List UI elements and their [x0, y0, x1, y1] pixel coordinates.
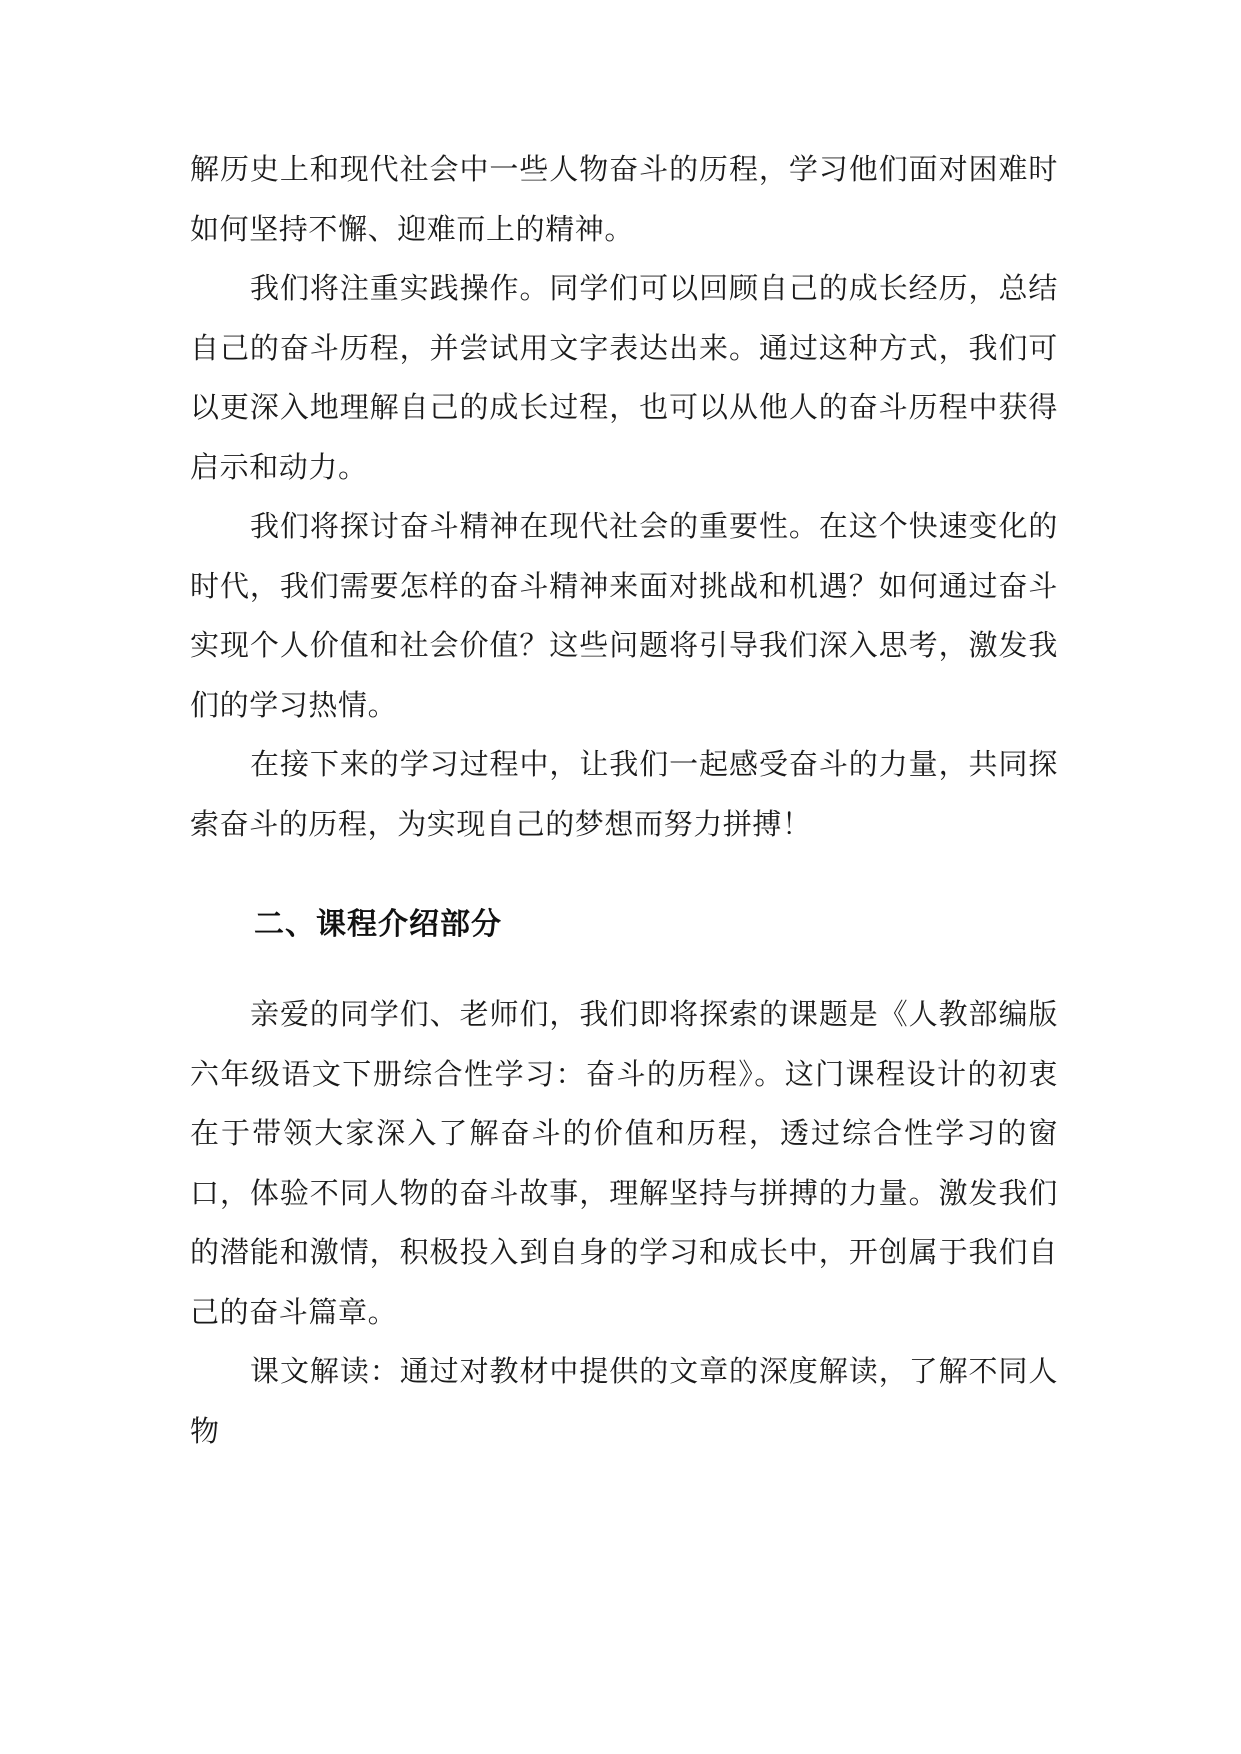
paragraph-importance: 我们将探讨奋斗精神在现代社会的重要性。在这个快速变化的时代，我们需要怎样的奋斗精神来面对挑战和机遇？如何通过奋斗实现个人价值和社会价值？这些问题将引导我们深入思考，激发我们的学习热情。	[190, 509, 1058, 722]
paragraph-text-reading: 课文解读：通过对教材中提供的文章的深度解读，了解不同人物	[190, 1354, 1058, 1448]
paragraph-practice: 我们将注重实践操作。同学们可以回顾自己的成长经历，总结自己的奋斗历程，并尝试用文字表达出来。通过这种方式，我们可以更深入地理解自己的成长过程，也可以从他人的奋斗历程中获得启示和动力。	[190, 271, 1058, 484]
paragraph-course-intro: 亲爱的同学们、老师们，我们即将探索的课题是《人教部编版六年级语文下册综合性学习：奋斗的历程》。这门课程设计的初衷在于带领大家深入了解奋斗的价值和历程，透过综合性学习的窗口，体验不同人物的奋斗故事，理解坚持与拼搏的力量。激发我们的潜能和激情，积极投入到自身的学习和成长中，开创属于我们自己的奋斗篇章。	[190, 997, 1058, 1329]
paragraph-closing: 在接下来的学习过程中，让我们一起感受奋斗的力量，共同探索奋斗的历程，为实现自己的梦想而努力拼搏！	[190, 747, 1058, 841]
section-heading: 二、课程介绍部分	[254, 907, 502, 942]
document-body	[190, 140, 1058, 1461]
paragraph-continued: 解历史上和现代社会中一些人物奋斗的历程，学习他们面对困难时如何坚持不懈、迎难而上的精神。	[190, 152, 1058, 246]
